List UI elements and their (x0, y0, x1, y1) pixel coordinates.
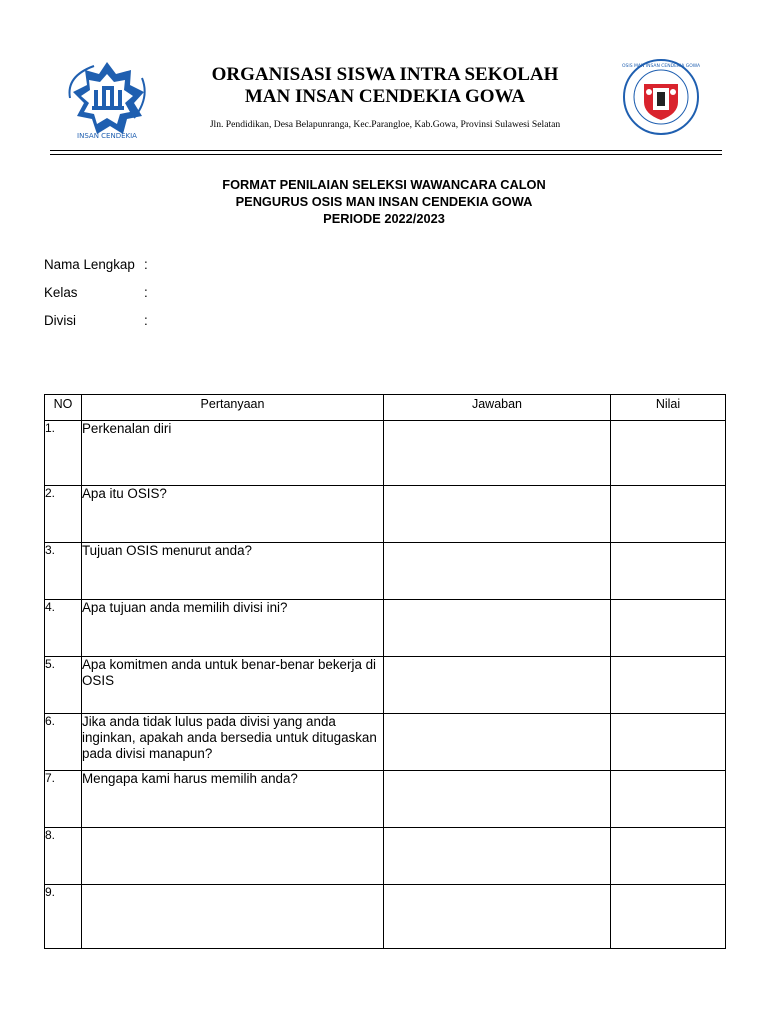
answer-cell (384, 543, 611, 600)
row-question: Apa tujuan anda memilih divisi ini? (82, 600, 384, 657)
row-question: Mengapa kami harus memilih anda? (82, 771, 384, 828)
header-no: NO (45, 395, 82, 421)
logo-right-caption: OSIS MAN INSAN CENDEKIA GOWA (622, 64, 700, 69)
letterhead-divider (50, 150, 722, 151)
score-cell (611, 421, 726, 486)
field-label: Divisi (44, 313, 76, 328)
school-name: MAN INSAN CENDEKIA GOWA (244, 86, 526, 107)
organization-name: ORGANISASI SISWA INTRA SEKOLAH (211, 64, 559, 85)
score-cell (611, 828, 726, 885)
table-row (45, 771, 726, 828)
osis-logo-icon (622, 58, 700, 136)
field-label: Nama Lengkap (44, 257, 135, 272)
row-number: 1. (45, 421, 82, 486)
answer-cell (384, 600, 611, 657)
row-number: 9. (45, 885, 82, 949)
letterhead-divider-thin (50, 154, 722, 155)
table-header-row (45, 395, 726, 421)
answer-cell (384, 657, 611, 714)
row-question: Tujuan OSIS menurut anda? (82, 543, 384, 600)
document-title-line1: FORMAT PENILAIAN SELEKSI WAWANCARA CALON (222, 177, 546, 192)
row-question (82, 828, 384, 885)
table-row (45, 657, 726, 714)
field-colon: : (144, 285, 148, 300)
table-row (45, 828, 726, 885)
table-row (45, 486, 726, 543)
field-label: Kelas (44, 285, 78, 300)
header-pertanyaan: Pertanyaan (82, 395, 384, 421)
table-row (45, 543, 726, 600)
table-row (45, 885, 726, 949)
answer-cell (384, 486, 611, 543)
score-cell (611, 657, 726, 714)
row-question: Apa itu OSIS? (82, 486, 384, 543)
logo-left-caption: INSAN CENDEKIA (77, 132, 137, 140)
row-number: 7. (45, 771, 82, 828)
row-question: Apa komitmen anda untuk benar-benar bekerja di OSIS (82, 657, 384, 714)
field-divisi (44, 313, 148, 329)
table-row (45, 714, 726, 771)
interview-table (44, 394, 726, 949)
answer-cell (384, 421, 611, 486)
table-row (45, 600, 726, 657)
field-nama-lengkap (44, 257, 148, 273)
row-question: Jika anda tidak lulus pada divisi yang anda inginkan, apakah anda bersedia untuk ditugaskan pada divisi manapun? (82, 714, 384, 771)
header-nilai: Nilai (611, 395, 726, 421)
score-cell (611, 486, 726, 543)
row-number: 2. (45, 486, 82, 543)
school-address: Jln. Pendidikan, Desa Belapunranga, Kec.Parangloe, Kab.Gowa, Provinsi Sulawesi Selatan (209, 119, 561, 130)
score-cell (611, 714, 726, 771)
row-question (82, 885, 384, 949)
document-title-line2: PENGURUS OSIS MAN INSAN CENDEKIA GOWA (235, 194, 533, 209)
document-title-period: PERIODE 2022/2023 (323, 211, 445, 226)
row-number: 4. (45, 600, 82, 657)
score-cell (611, 885, 726, 949)
table-row (45, 421, 726, 486)
row-question: Perkenalan diri (82, 421, 384, 486)
score-cell (611, 600, 726, 657)
row-number: 5. (45, 657, 82, 714)
field-colon: : (144, 313, 148, 328)
row-number: 6. (45, 714, 82, 771)
header-jawaban: Jawaban (384, 395, 611, 421)
answer-cell (384, 885, 611, 949)
insan-cendekia-logo-icon (64, 58, 150, 140)
answer-cell (384, 771, 611, 828)
answer-cell (384, 828, 611, 885)
score-cell (611, 771, 726, 828)
answer-cell (384, 714, 611, 771)
field-colon: : (144, 257, 148, 272)
field-kelas (44, 285, 148, 301)
row-number: 3. (45, 543, 82, 600)
score-cell (611, 543, 726, 600)
row-number: 8. (45, 828, 82, 885)
